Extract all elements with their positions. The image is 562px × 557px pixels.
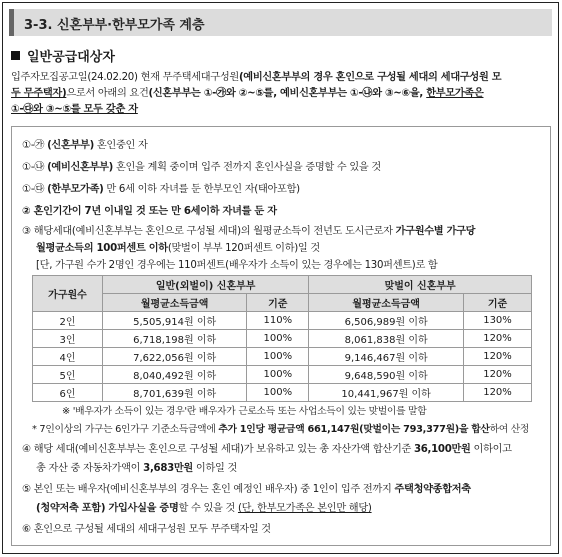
item-text: 혼인중인 자 — [93, 140, 148, 151]
seven-member-note — [32, 421, 529, 435]
cell-income: 5,505,914원 이하 — [103, 312, 247, 330]
intro-text: 으로서 아래의 요건 — [66, 88, 149, 99]
item-bold: 월평균소득의 100퍼센트 이하 — [36, 243, 168, 254]
cell-income: 9,146,467원 이하 — [309, 348, 464, 366]
cell-members: 6인 — [33, 384, 103, 402]
cell-income: 6,506,989원 이하 — [309, 312, 464, 330]
header-members: 가구원수 — [33, 276, 103, 312]
note-text: * 7인이상의 가구는 6인가구 기준소득금액에 — [32, 424, 219, 435]
cell-income: 8,701,639원 이하 — [103, 384, 247, 402]
cell-standard: 100% — [247, 384, 309, 402]
requirements-box — [11, 126, 551, 546]
cell-members: 2인 — [33, 312, 103, 330]
item-bold: (청약저축 포함) 가입사실을 증명 — [36, 503, 179, 514]
header-standard: 기준 — [247, 294, 309, 312]
item-4 — [22, 440, 512, 455]
intro-line-1 — [11, 70, 551, 86]
item-bold: 가구원수별 가구당 — [395, 226, 476, 237]
header-general: 일반(외벌이) 신혼부부 — [103, 276, 309, 294]
item-mark: ①-㉮ — [22, 140, 45, 151]
item-bold: 주택청약종합저축 — [394, 484, 471, 495]
cell-standard: 100% — [247, 330, 309, 348]
item-text: ④ 해당 세대(예비신혼부부는 혼인으로 구성될 세대)가 보유하고 있는 총 자산가액 합산기준 — [22, 444, 414, 455]
cell-members: 5인 — [33, 366, 103, 384]
item-text: 할 수 있을 것 — [178, 503, 238, 514]
note-text: 하여 산정 — [489, 424, 530, 435]
item-2: ② 혼인기간이 7년 이내일 것 또는 만 6세이하 자녀를 둔 자 — [22, 206, 277, 217]
item-text: 총 자산 중 자동차가액이 — [36, 463, 144, 474]
item-bold: 3,683만원 — [143, 463, 193, 474]
intro-paragraph — [11, 70, 551, 118]
item-6: ⑥ 혼인으로 구성될 세대의 세대구성원 모두 무주택자일 것 — [22, 524, 271, 535]
section-title-bar — [9, 9, 552, 36]
item-5 — [22, 480, 471, 495]
spouse-income-note: ※ '배우자가 소득이 있는 경우'란 배우자가 근로소득 또는 사업소득이 있는 맞벌이를 말함 — [62, 406, 427, 417]
intro-bold: 두 무주택자) — [11, 88, 67, 99]
header-dual: 맞벌이 신혼부부 — [309, 276, 532, 294]
item-4-cont — [36, 459, 237, 474]
intro-bold: ①-㉰와 ③~⑤를 모두 갖춘 자 — [11, 104, 138, 115]
square-bullet-icon — [11, 51, 20, 60]
cell-income: 6,718,198원 이하 — [103, 330, 247, 348]
item-text: 이하일 것 — [192, 463, 238, 474]
item-text: (맞벌이 부부 120퍼센트 이하)일 것 — [167, 243, 320, 254]
cell-members: 4인 — [33, 348, 103, 366]
item-3-cont — [36, 239, 320, 254]
cell-standard: 120% — [464, 366, 532, 384]
intro-bold: (신혼부부는 ①-㉮와 ②~⑤를, 예비신혼부부는 ①-㉯와 ③~⑥을, — [148, 88, 427, 99]
item-text: 이하이고 — [470, 444, 512, 455]
cell-standard: 100% — [247, 366, 309, 384]
item-text: ⑤ 본인 또는 배우자(예비신혼부부의 경우는 혼인 예정인 배우자) 중 1인이 입주 전까지 — [22, 484, 395, 495]
table-row — [33, 384, 532, 402]
intro-line-3 — [11, 102, 551, 118]
item-mark: ①-㉰ — [22, 184, 45, 195]
cell-standard: 120% — [464, 348, 532, 366]
table-row — [33, 366, 532, 384]
table-row — [33, 348, 532, 366]
item-3 — [22, 222, 475, 237]
item-1a — [22, 136, 148, 151]
item-underline: (단, 한부모가족은 본인만 해당) — [237, 503, 372, 514]
item-bold: (예비신혼부부) — [47, 162, 114, 173]
cell-income: 8,061,838원 이하 — [309, 330, 464, 348]
heading-text: 일반공급대상자 — [27, 50, 115, 65]
cell-standard: 120% — [464, 330, 532, 348]
note-bold: 추가 1인당 평균금액 661,147원(맞벌이는 793,377원)을 합산 — [218, 424, 490, 435]
general-supply-heading — [11, 46, 115, 65]
cell-standard: 120% — [464, 384, 532, 402]
intro-bold: (예비신혼부부의 경우 혼인으로 구성될 세대의 세대구성원 모 — [238, 72, 502, 83]
cell-income: 7,622,056원 이하 — [103, 348, 247, 366]
item-1b — [22, 158, 381, 173]
item-mark: ①-㉯ — [22, 162, 45, 173]
item-bold: 36,100만원 — [413, 444, 471, 455]
item-text: 만 6세 이하 자녀를 둔 한부모인 자(태아포함) — [103, 184, 300, 195]
income-table — [32, 275, 532, 402]
intro-bold: 한부모가족은 — [426, 88, 484, 99]
item-text: ③ 해당세대(예비신혼부부는 혼인으로 구성될 세대)의 월평균소득이 전년도 도시근로자 — [22, 226, 396, 237]
table-row — [33, 312, 532, 330]
cell-income: 8,040,492원 이하 — [103, 366, 247, 384]
header-standard: 기준 — [464, 294, 532, 312]
cell-income: 10,441,967원 이하 — [309, 384, 464, 402]
section-title: 3-3. 신혼부부·한부모가족 계층 — [24, 18, 205, 33]
item-bold: (신혼부부) — [47, 140, 94, 151]
header-income: 월평균소득금액 — [103, 294, 247, 312]
item-5-cont — [36, 499, 372, 514]
item-bold: (한부모가족) — [47, 184, 104, 195]
cell-standard: 130% — [464, 312, 532, 330]
intro-text: 입주자모집공고일(24.02.20) 현재 무주택세대구성원 — [11, 72, 239, 83]
cell-income: 9,648,590원 이하 — [309, 366, 464, 384]
item-3-note: [단, 가구원 수가 2명인 경우에는 110퍼센트(배우자가 소득이 있는 경우에는 130퍼센트)로 함 — [36, 260, 438, 271]
cell-standard: 100% — [247, 348, 309, 366]
cell-standard: 110% — [247, 312, 309, 330]
item-1c — [22, 180, 300, 195]
cell-members: 3인 — [33, 330, 103, 348]
item-text: 혼인을 계획 중이며 입주 전까지 혼인사실을 증명할 수 있을 것 — [113, 162, 381, 173]
intro-line-2 — [11, 86, 551, 102]
header-income: 월평균소득금액 — [309, 294, 464, 312]
table-row — [33, 330, 532, 348]
